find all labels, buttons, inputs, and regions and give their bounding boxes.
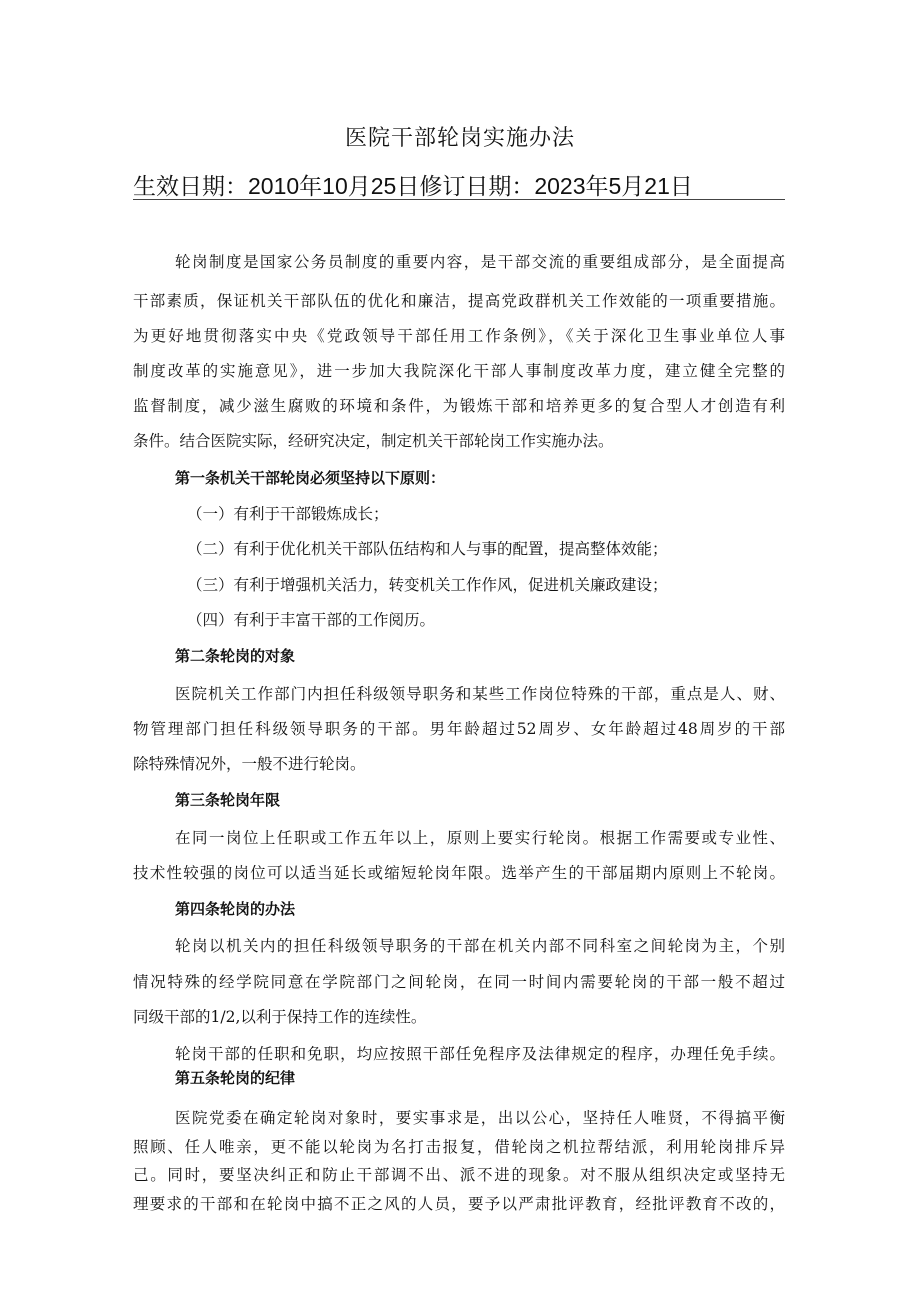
intro-line: 条件。结合医院实际，经研究决定，制定机关干部轮岗工作实施办法。: [133, 432, 614, 450]
article-1-item: （四）有利于丰富干部的工作阅历。: [187, 611, 436, 629]
article-2-line: 医院机关工作部门内担任科级领导职务和某些工作岗位特殊的干部，重点是人、财、: [175, 685, 785, 703]
article-2-line: 除特殊情况外，一般不进行轮岗。: [133, 755, 366, 773]
effective-revision-dates: 生效日期：2010年10月25日修订日期：2023年5月21日: [133, 173, 693, 199]
article-4-line: 轮岗以机关内的担任科级领导职务的干部在机关内部不同科室之间轮岗为主，个别: [175, 937, 785, 955]
intro-line: 为更好地贯彻落实中央《党政领导干部任用工作条例》，《关于深化卫生事业单位人事: [133, 327, 785, 345]
intro-line: 干部素质，保证机关干部队伍的优化和廉洁，提高党政群机关工作效能的一项重要措施。: [133, 292, 785, 310]
article-2-line: 物管理部门担任科级领导职务的干部。男年龄超过52周岁、女年龄超过48周岁的干部: [133, 720, 785, 738]
article-1-heading: 第一条机关干部轮岗必须坚持以下原则：: [175, 469, 446, 487]
article-4-heading: 第四条轮岗的办法: [175, 900, 296, 918]
article-1-item: （一）有利于干部锻炼成长；: [187, 505, 389, 523]
article-4-line: 同级干部的1/2,以利于保持工作的连续性。: [133, 1008, 427, 1026]
document-title: 医院干部轮岗实施办法: [344, 126, 575, 151]
article-5-line: 理要求的干部和在轮岗中搞不正之风的人员，要予以严肃批评教育，经批评教育不改的，: [133, 1195, 785, 1213]
article-3-line: 在同一岗位上任职或工作五年以上，原则上要实行轮岗。根据工作需要或专业性、: [175, 829, 785, 847]
article-3-heading: 第三条轮岗年限: [175, 791, 281, 809]
article-4-line: 情况特殊的经学院同意在学院部门之间轮岗，在同一时间内需要轮岗的干部一般不超过: [133, 973, 785, 991]
article-5-line: 己。同时，要坚决纠正和防止干部调不出、派不进的现象。对不服从组织决定或坚持无: [133, 1166, 785, 1184]
header-rule: [133, 199, 785, 200]
article-2-heading: 第二条轮岗的对象: [175, 647, 296, 665]
article-3-line: 技术性较强的岗位可以适当延长或缩短轮岗年限。选举产生的干部届期内原则上不轮岗。: [133, 864, 785, 882]
intro-line: 轮岗制度是国家公务员制度的重要内容，是干部交流的重要组成部分，是全面提高: [175, 253, 785, 271]
article-5-line: 医院党委在确定轮岗对象时，要实事求是，出以公心，坚持任人唯贤，不得搞平衡: [175, 1109, 785, 1127]
article-5-heading: 第五条轮岗的纪律: [175, 1069, 296, 1087]
article-1-item: （二）有利于优化机关干部队伍结构和人与事的配置，提高整体效能；: [187, 540, 668, 558]
intro-line: 监督制度，减少滋生腐败的环境和条件，为锻炼干部和培养更多的复合型人才创造有利: [133, 397, 785, 415]
article-1-item: （三）有利于增强机关活力，转变机关工作作风，促进机关廉政建设；: [187, 576, 668, 594]
intro-line: 制度改革的实施意见》，进一步加大我院深化干部人事制度改革力度，建立健全完整的: [133, 362, 785, 380]
article-4-line: 轮岗干部的任职和免职，均应按照干部任免程序及法律规定的程序，办理任免手续。: [175, 1045, 785, 1063]
article-5-line: 照顾、任人唯亲，更不能以轮岗为名打击报复，借轮岗之机拉帮结派，利用轮岗排斥异: [133, 1138, 785, 1156]
